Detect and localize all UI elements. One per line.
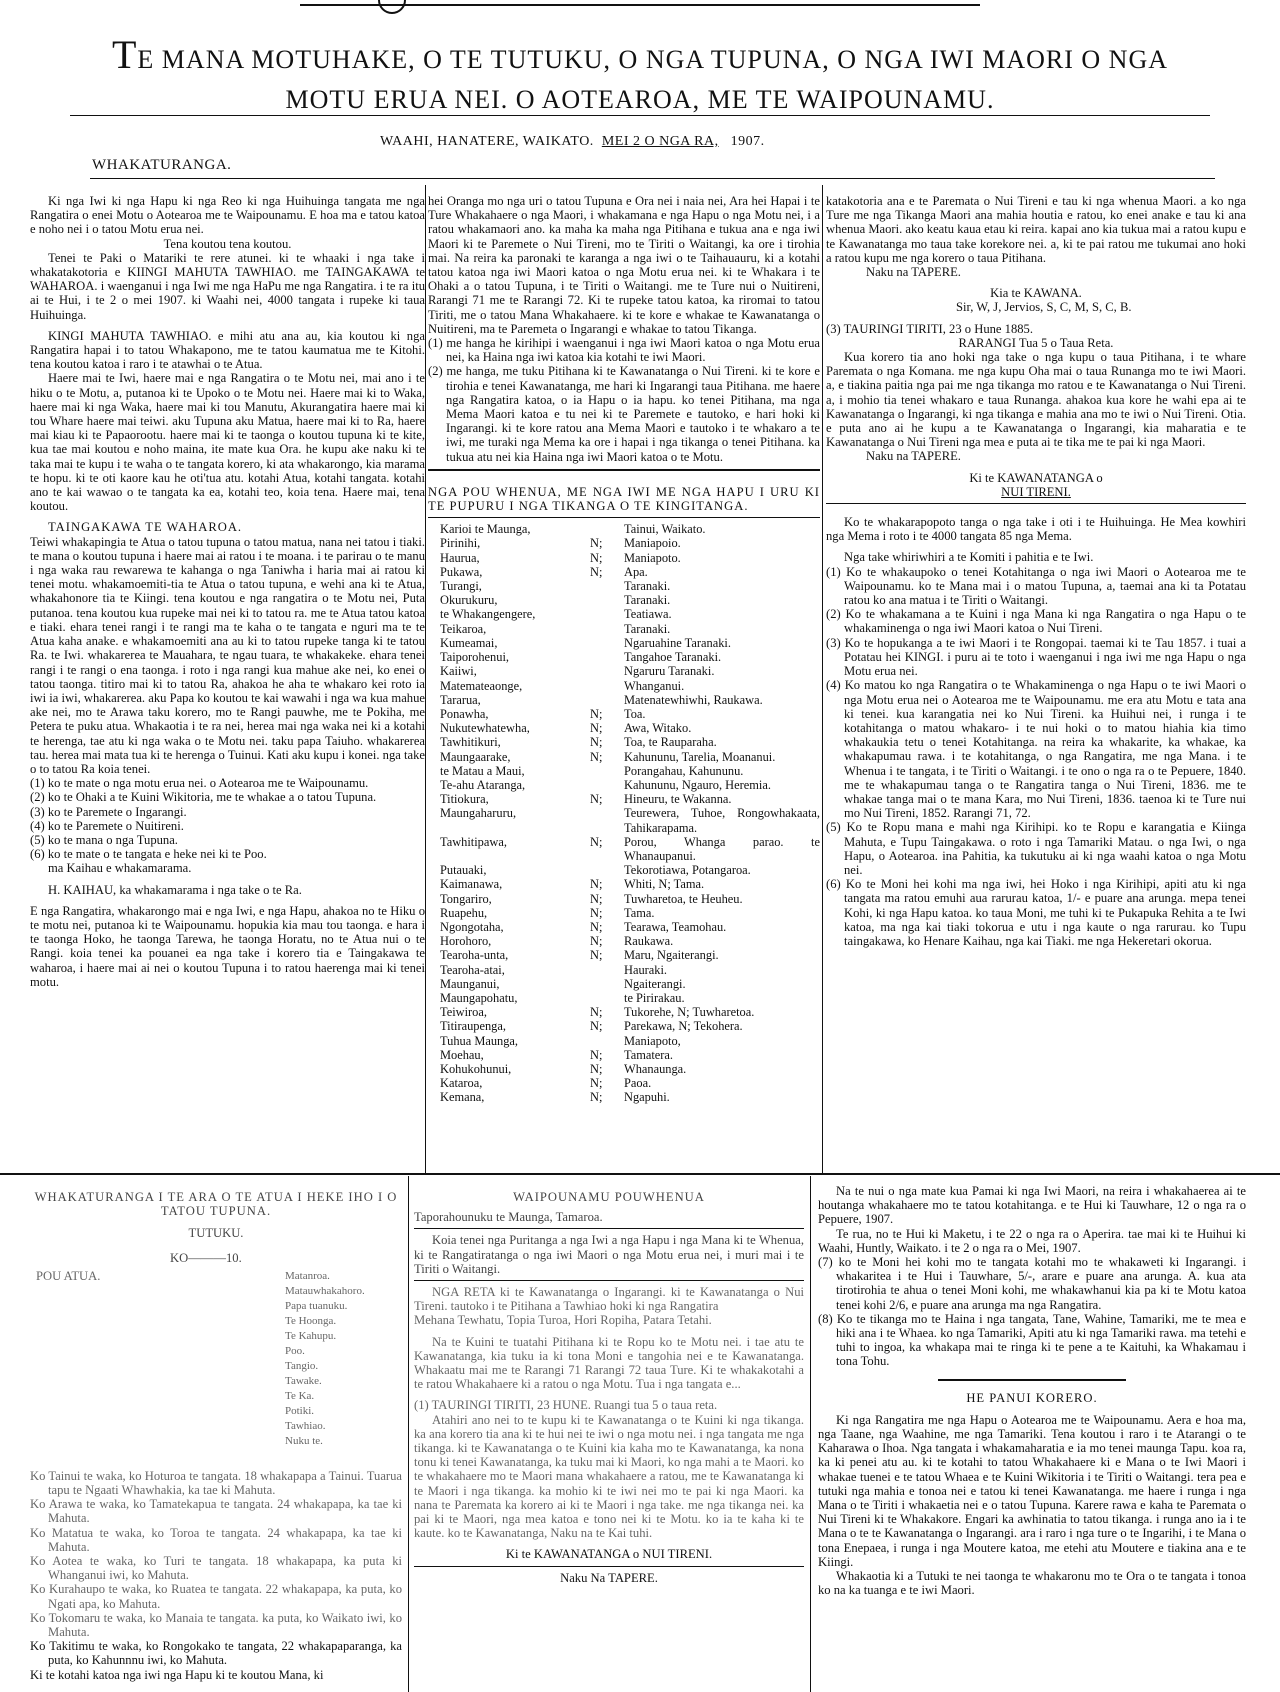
marker-cell bbox=[590, 679, 624, 693]
tribe-cell: Tearawa, Teamohau. bbox=[624, 919, 727, 934]
marker-cell: N; bbox=[590, 948, 603, 963]
tribe-cell: Teurewera, Tuhoe, Rongowhakaata, Tahikarapama. bbox=[624, 806, 820, 835]
marker-cell: N; bbox=[590, 1019, 603, 1034]
table-row bbox=[428, 536, 820, 550]
table-row bbox=[428, 991, 820, 1005]
rule bbox=[938, 1379, 1126, 1381]
tribe-cell: Porou, Whanga parao. te Whanaupanui. bbox=[624, 834, 820, 863]
column-rule bbox=[822, 185, 823, 1175]
marker-cell: N; bbox=[590, 1061, 603, 1076]
tribe-cell: Matenatewhiwhi, Raukawa. bbox=[624, 692, 763, 707]
table-row bbox=[428, 650, 820, 664]
place-cell: Ponawha, bbox=[440, 706, 489, 721]
tribe-cell: Toa. bbox=[624, 706, 646, 721]
table-row bbox=[428, 934, 820, 948]
tribe-cell: Kahununu, Tarelia, Moananui. bbox=[624, 749, 776, 764]
place-cell: Haurua, bbox=[440, 550, 480, 565]
table-row bbox=[428, 1062, 820, 1076]
marker-cell: N; bbox=[590, 792, 603, 807]
column-rule bbox=[425, 185, 426, 1175]
tribe-cell: Ngaruru Taranaki. bbox=[624, 664, 715, 679]
table-row bbox=[428, 906, 820, 920]
marker-cell bbox=[590, 593, 624, 607]
column-1: Ki nga Iwi ki nga Hapu ki nga Reo ki nga Huihuinga tangata me nga Rangatira o enei Motu o Aotearoa me te Waipounamu. E hoa ma e tatou katoa e noho nei i o tatou Motu erua nei. Tena koutou tena koutou. Tenei te Paki o Matariki te rere atunei. ki te whaaki i nga take i whakatakotoria e KIINGI MAHUTA TAWHIAO. me TAINGAKAWA te WAHAROA. i waenganui i nga Iwi me nga HaPu me nga Rangatira. i te ra itu ai te Hui, i te 2 o mei 1907. ki Waahi nei, 4000 tangata i rupeke ki taua Huihuinga. KINGI MAHUTA TAWHIAO. e mihi atu ana au, kia koutou ki nga Rangatira hapai i to tatou Whakapono, me te tatou kaumatua me te Kitohi. tena koutou katoa i raro i te atawhai o te Atua. Haere mai te Iwi, haere mai e nga Rangatira o te Motu nei, mai ano i te hiku o te Motu, a, putanoa ki te Upoko o te Motu nei. Haere mai ki to Waka, haere mai ki nga Waka, haere mai ki tou Manutu, Akurangatira haere mai ki tou Whare haere mai teiwi. aku Tupuna aku Matua, haere mai ki to Ra, haere mai kiau ki te Papaorootu. haere mai ki te taonga o koutou tupuna ki te kite, kua tae mai koutou e noho maina, ite mate kua Ora. he kupu ake naku ki te taka mai te kupu i te waha o te tangata korero, ki ata whakarongo, kia marama te hopu. ki te oti kaore kau he oti'tua atu. kotahi Atua, kotahi tangata. kotahi ano te kai wawao o te tangata ka ea, kotahi teo, koia tena. Haere mai, tena koutou. TAINGAKAWA TE WAHAROA. Teiwi whakapingia te Atua o tatou tupuna o tatou matua, nana nei tatou i tiaki. te mana o koutou tupuna i haere mai ai ratou i te moana. i te parirau o te manu i nga waka rau rewarewa te kahanga o nga Taniwha i haria mai ai ratou ki tenei motu. whakamoemiti-tia te Atua o tatou tupuna, e wehi ana ki te Atua, whakahonore tia te Kiingi. tena koutou e nga rangatira o te Motu nei, Puta putanoa. tena koutou kua rupeke mai nei ki to tatou ra. me te Atua tatou katoa e tiaki. ehara tenei rangi i te rangi ma te kaha o te tangata e nguri ma te te Atua kaha anake. e whakamoemiti ana au ki to tatou rupeke tanga ki te tatou Ra. te Iwi. whakarerea te Mauahara, te ngau tuara, te whakakeke. ehara tenei rangi i te rangi o ena taonga. i roto i nga rangi kua mahue ake nei, ko enei o tatou taonga. titiro mai ki to tatou Ra, ahakoa he aha te whakaro kei roto ia iwi ia iwi, whakarerea. aku Papa ko koutou te kai wawahi i nga wa kua mahue ake nei, mo te Arawa taku korero, mo te Rangi pauwhe, me te Pokiha, me Petera te puku atua. Whakaotia i te ra nei, herea mai nga waka nei ki a kotahi te herenga, tae atu ki nga waka o te Motu nei. taku papa Taiuho. whakarerea tau. herea mai mata tua ki te herenga o Tuinui. Kati aku kupu i konei. nga take o to tatou Ra koia tenei. (1) ko te mate o nga motu erua nei. o Aotearoa me te Waipounamu. (2) ko te Ohaki a te Kuini Wikitoria, me te whakae a o tatou Tupuna. (3) ko te Paremete o Ingarangi. (4) ko te Paremete o Nuitireni. (5) ko te mana o nga Tupuna. (6) ko te mate o te tangata e heke nei ki te Poo. ma Kaihau e whakamarama. H. KAIHAU, ka whakamarama i nga take o te Ra. E nga Rangatira, whakarongo mai e nga Iwi, e nga Hapu, ahakoa no te Hiku o te motu nei, putanoa ki te Waipounamu. hopukia kia mau tou taonga. e hara i te taonga Hoko, he taonga Tarewa, he taonga Horatu, no te Atua nui o te Rangi. koia tenei ka pouanei ea nga take i korero tia e Taingakawa te waharoa, i haere mai ai nei o koutou Tupuna i to ratou haerenga mai ki tenei motu. bbox=[30, 194, 425, 989]
table-row bbox=[428, 1048, 820, 1062]
place-cell: Maungapohatu, bbox=[440, 990, 518, 1005]
tribe-cell: Tuwharetoa, te Heuheu. bbox=[624, 891, 743, 906]
marker-cell: N; bbox=[590, 919, 603, 934]
place-cell: Tearoha-unta, bbox=[440, 948, 509, 963]
table-row bbox=[428, 593, 820, 607]
tribe-cell: Ngaiterangi. bbox=[624, 976, 686, 991]
place-cell: Pirinihi, bbox=[440, 536, 481, 551]
tribe-cell: Taranaki. bbox=[624, 579, 671, 594]
marker-cell: N; bbox=[590, 877, 603, 892]
place-cell: Titiraupenga, bbox=[440, 1019, 506, 1034]
marker-cell bbox=[590, 1034, 624, 1048]
place-cell: Turangi, bbox=[440, 579, 482, 594]
table-row bbox=[428, 565, 820, 579]
column-rule bbox=[810, 1176, 811, 1692]
table-row bbox=[428, 1005, 820, 1019]
tribe-cell: Hineuru, te Wakanna. bbox=[624, 792, 732, 807]
place-cell: Moehau, bbox=[440, 1047, 484, 1062]
rule bbox=[428, 517, 820, 518]
pou-atua-list: POU ATUA. Matanroa. Matauwhakahoro. Papa tuanuku. Te Hoonga. Te Kahupu. Poo. Tangio. Tawake. Te Ka. Potiki. Tawhiao. Nuku te. bbox=[36, 1268, 365, 1447]
table-row bbox=[428, 948, 820, 962]
table-title: NGA POU WHENUA, ME NGA IWI ME NGA HAPU I URU KI TE PUPURU I NGA TIKANGA O TE KINGITANGA. bbox=[428, 484, 820, 514]
place-cell: Putauaki, bbox=[440, 863, 487, 878]
tribe-cell: Toa, te Rauparaha. bbox=[624, 735, 717, 750]
table-row bbox=[428, 806, 820, 834]
marker-cell bbox=[590, 693, 624, 707]
table-row bbox=[428, 664, 820, 678]
masthead-rule bbox=[70, 115, 1210, 116]
table-row bbox=[428, 778, 820, 792]
place-cell: Karioi te Maunga, bbox=[440, 522, 531, 537]
table-row bbox=[428, 679, 820, 693]
marker-cell bbox=[590, 650, 624, 664]
tribe-cell: Taranaki. bbox=[624, 621, 671, 636]
rule bbox=[414, 1228, 804, 1229]
subheading: TAINGAKAWA TE WAHAROA. bbox=[48, 520, 243, 535]
marker-cell: N; bbox=[590, 735, 603, 750]
tribe-cell: Apa. bbox=[624, 564, 648, 579]
marker-cell: N; bbox=[590, 721, 603, 736]
marker-cell bbox=[590, 778, 624, 792]
tribe-cell: Tama. bbox=[624, 905, 655, 920]
tribe-cell: Whanganui. bbox=[624, 678, 685, 693]
table-row bbox=[428, 579, 820, 593]
table-row bbox=[428, 863, 820, 877]
marker-cell: N; bbox=[590, 1005, 603, 1020]
place-cell: Teiwiroa, bbox=[440, 1005, 487, 1020]
place-cell: Maungaharuru, bbox=[440, 806, 517, 821]
column-2: hei Oranga mo nga uri o tatou Tupuna e Ora nei i naia nei, Ara hei Hapai i te Ture Whakahaere o nga Maori, i whakamana e nga Hapu o nga Motu nei, i a ratou whakamaori ano. ka maha ka maha nga Pitihana e tukua ana e nga iwi Maori ki te Paremete o Nui Tireni, mo te Tiriti o Waitangi, ka ore i tirohia mai. Na reira ka paronaki te karanga a nga iwi o te Taihauauru, ki a kotahi tatou katoa nga iwi Maori katoa o nga Motu erua nei. ki te Whakara i te Ohaki a o tatou Tupuna, i te Tiriti o Waitangi. me te Ture nui o Nuitireni, Rarangi 71 me te Rarangi 72. Ki te rupeke tatou katoa, ka riromai to tatou Tiriti, me o tatou Mana Whakahaere. ki te kore e whakae te Kawanatanga o Nuitireni, ma te Paremeta o Ingarangi e whakae to tatou Tikanga. (1) me hanga he kirihipi i waenganui i nga iwi Maori katoa o nga Motu erua nei, ka Haina nga iwi katoa kia kotahi te iwi Maori. (2) me hanga, me tuku Pitihana ki te Kawanatanga o Nui Tireni. ki te kore e tirohia e tenei Kawanatanga, me hari ki Ingarangi taua Pitihana. me haere nga Rangatira katoa, o ia Hapu o ia hapu. ko tenei Pitihana, ma nga Mema Maori katoa e tu nei ki te Paremete e tautoko, e hari hoki ki Ingarangi. ki te kore ratou ana Mema Maori e tautoko i te whakaro a te iwi, me turaki nga Mema ka ore i hapai i nga tikanga o tenei Pitihana. ka tukua atu nei kia Haina nga iwi Maori katoa o te Motu. NGA POU WHENUA, ME NGA IWI ME NGA HAPU I URU KI TE PUPURU I NGA TIKANGA O TE KINGITANGA. Karioi te Maunga, Tainui, Waikato. Pirinihi, N; Maniapoio. Haurua, N; Maniapoto. Pukawa, N; Apa. Turangi, Taranaki. Okurukuru, Taranaki. te Whakangengere, Teatiawa. Teikaroa, Taranaki. Kumeamai, Ngaruahine Taranaki. Taiporohenui, Tangahoe Taranaki. Kaiiwi, Ngaruru Taranaki. Matemateaonge, Whanganui. Tararua, Matenatewhiwhi, Raukawa. Ponawha, N; Toa. Nukutewhatewha, N; Awa, Witako. Tawhitikuri, N; Toa, te Rauparaha. Maungaarake, N; Kahununu, Tarelia, Moananui. te Matau a Maui, Porangahau, Kahununu. Te-ahu Ataranga, Kahununu, Ngauro, Heremia. Titiokura, N; Hineuru, te Wakanna. Maungaharuru, Teurewera, Tuhoe, Rongowhakaata, Tahikarapama. Tawhitipawa, N; Porou, Whanga parao. te Whanaupanui. Putauaki, Tekorotiawa, Potangaroa. Kaimanawa, N; Whiti, N; Tama. Tongariro, N; Tuwharetoa, te Heuheu. Ruapehu, N; Tama. Ngongotaha, N; Tearawa, Teamohau. Horohoro, N; Raukawa. Tearoha-unta, N; Maru, Ngaiterangi. Tearoha-atai, Hauraki. Maunganui, Ngaiterangi. Maungapohatu, te Pirirakau. Teiwiroa, N; Tukorehe, N; Tuwharetoa. Titiraupenga, N; Parekawa, N; Tekohera. Tuhua Maunga, Maniapoto, Moehau, N; Tamatera. Kohukohunui, N; Whanaunga. Kataroa, N; Paoa. Kemana, N; Ngapuhi. bbox=[428, 194, 820, 1105]
place-cell: Kataroa, bbox=[440, 1076, 483, 1091]
table-row bbox=[428, 551, 820, 565]
tribe-cell: Taranaki. bbox=[624, 593, 671, 608]
table-row bbox=[428, 835, 820, 863]
marker-cell bbox=[590, 636, 624, 650]
place-cell: Horohoro, bbox=[440, 934, 492, 949]
tribe-cell: Paoa. bbox=[624, 1076, 652, 1091]
masthead-line-2: MOTU ERUA NEI. O AOTEAROA, ME TE WAIPOUNAMU. bbox=[285, 85, 995, 114]
marker-cell bbox=[590, 664, 624, 678]
tribe-cell: Maniapoio. bbox=[624, 536, 681, 551]
table-row bbox=[428, 693, 820, 707]
tribe-cell: Awa, Witako. bbox=[624, 721, 692, 736]
place-cell: Tongariro, bbox=[440, 891, 492, 906]
drop-cap: T bbox=[111, 32, 138, 77]
table-row bbox=[428, 707, 820, 721]
marker-cell: N; bbox=[590, 934, 603, 949]
table-row bbox=[428, 892, 820, 906]
place-cell: Ngongotaha, bbox=[440, 919, 504, 934]
table-row bbox=[428, 764, 820, 778]
marker-cell bbox=[590, 963, 624, 977]
lower-column-1: WHAKATURANGA I TE ARA O TE ATUA I HEKE IHO I O TATOU TUPUNA. TUTUKU. KO———10. POU ATUA. Matanroa. Matauwhakahoro. Papa tuanuku. Te Hoonga. Te Kahupu. Poo. Tangio. Tawake. Te Ka. Potiki. Tawhiao. Nuku te. Ko Tainui te waka, ko Hoturoa te tangata. 18 whakapapa a Tainui. Tuarua tapu te Ngaati Whawhakia, ka tae ki Mahuta. Ko Arawa te waka, ko Tamatekapua te tangata. 24 whakapapa, ka tae ki Mahuta. Ko Matatua te waka, ko Toroa te tangata. 24 whakapapa, ka tae ki Mahuta. Ko Aotea te waka, ko Turi te tangata. 18 whakapapa, ka puta ki Whanganui iwi, ko Mahuta. Ko Kurahaupo te waka, ko Ruatea te tangata. 22 whakapapa, ka puta, ko Ngati apa, ko Mahuta. Ko Tokomaru te waka, ko Manaia te tangata. ka puta, ko Waikato iwi, ko Mahuta. Ko Takitimu te waka, ko Rongokako te tangata, 22 whakapaparanga, ka puta, ko Kahunnnu iwi, ko Mahuta. Ki te kotahi katoa nga iwi nga Hapu ki te koutou Mana, ki bbox=[30, 1190, 402, 1682]
masthead-top bbox=[0, 0, 1280, 16]
marker-cell: N; bbox=[590, 905, 603, 920]
table-row bbox=[428, 622, 820, 636]
crest-emblem-icon bbox=[378, 0, 406, 14]
place-cell: te Matau a Maui, bbox=[440, 763, 525, 778]
table-row bbox=[428, 750, 820, 764]
marker-cell: N; bbox=[590, 706, 603, 721]
place-cell: te Whakangengere, bbox=[440, 607, 536, 622]
place-cell: Kaiiwi, bbox=[440, 664, 477, 679]
marker-cell: N; bbox=[590, 749, 603, 764]
place-cell: Matemateaonge, bbox=[440, 678, 523, 693]
place-cell: Pukawa, bbox=[440, 564, 483, 579]
rule bbox=[826, 503, 1246, 504]
place-cell: Kohukohunui, bbox=[440, 1061, 512, 1076]
marker-cell bbox=[590, 622, 624, 636]
place-cell: Kemana, bbox=[440, 1090, 485, 1105]
place-cell: Nukutewhatewha, bbox=[440, 721, 530, 736]
place-cell: Tawhitipawa, bbox=[440, 834, 507, 849]
marker-cell: N; bbox=[590, 564, 603, 579]
marker-cell bbox=[590, 991, 624, 1005]
table-row bbox=[428, 735, 820, 749]
table-row bbox=[428, 920, 820, 934]
marker-cell bbox=[590, 863, 624, 877]
marker-cell: N; bbox=[590, 891, 603, 906]
tribe-cell: Raukawa. bbox=[624, 934, 674, 949]
tribe-cell: Ngapuhi. bbox=[624, 1090, 670, 1105]
table-row bbox=[428, 1076, 820, 1090]
table-row bbox=[428, 721, 820, 735]
marker-cell: N; bbox=[590, 550, 603, 565]
place-cell: Tearoha-atai, bbox=[440, 962, 505, 977]
place-cell: Tawhitikuri, bbox=[440, 735, 501, 750]
tribe-cell: Porangahau, Kahununu. bbox=[624, 763, 744, 778]
tribe-cell: Whiti, N; Tama. bbox=[624, 877, 705, 892]
rule bbox=[414, 1280, 804, 1281]
marker-cell: N; bbox=[590, 834, 603, 849]
table-row bbox=[428, 977, 820, 991]
marker-cell: N; bbox=[590, 1090, 603, 1105]
tribe-cell: Kahununu, Ngauro, Heremia. bbox=[624, 777, 771, 792]
section-rule bbox=[90, 178, 1215, 179]
column-rule bbox=[408, 1176, 409, 1692]
pou-whenua-table bbox=[428, 522, 820, 1104]
place-cell: Kumeamai, bbox=[440, 635, 498, 650]
tribe-cell: Ngaruahine Taranaki. bbox=[624, 635, 731, 650]
fold-rule bbox=[0, 1173, 1280, 1175]
table-row bbox=[428, 636, 820, 650]
tribe-cell: te Pirirakau. bbox=[624, 990, 685, 1005]
marker-cell bbox=[590, 579, 624, 593]
place-cell: Titiokura, bbox=[440, 792, 489, 807]
tribe-cell: Tangahoe Taranaki. bbox=[624, 650, 722, 665]
marker-cell bbox=[590, 607, 624, 621]
marker-cell bbox=[590, 522, 624, 536]
marker-cell bbox=[590, 806, 624, 834]
table-row bbox=[428, 1090, 820, 1104]
tribe-cell: Hauraki. bbox=[624, 962, 668, 977]
marker-cell: N; bbox=[590, 1047, 603, 1062]
names-list: Matanroa. Matauwhakahoro. Papa tuanuku. Te Hoonga. Te Kahupu. Poo. Tangio. Tawake. Te Ka. Potiki. Tawhiao. Nuku te. bbox=[285, 1269, 365, 1447]
table-row bbox=[428, 1019, 820, 1033]
tribe-cell: Maniapoto. bbox=[624, 550, 681, 565]
place-cell: Maungaarake, bbox=[440, 749, 511, 764]
place-cell: Maunganui, bbox=[440, 976, 500, 991]
table-row bbox=[428, 522, 820, 536]
place-cell: Ruapehu, bbox=[440, 905, 488, 920]
lower-column-3: Na te nui o nga mate kua Pamai ki nga Iwi Maori, na reira i whakahaerea ai te houtanga whakahaere mo te tatou kotahitanga. e te Hui ki Tauwhare, 12 o nga ra o Pepuere, 1907. Te rua, no te Hui ki Maketu, i te 22 o nga ra o Aperira. tae mai ki te Huihui ki Waahi, Huntly, Waikato. i te 2 o nga ra o Mei, 1907. (7) ko te Moni hei kohi mo te tangata kotahi mo te whakaweti ki Ingarangi. i whakaritea i te Hui i Tauwhare, 5/-, arare e puare ana arunga. A. kua ata tirotirohia te ahua o tenei Moni kohi, me whakawhanui kia pa ki te Motu katoa tenei kohi 2/6, e puare ana arunga ma nga Rangatira. (8) Ko te tikanga mo te Haina i nga tangata, Tane, Wahine, Tamariki, me te mea e hiki ana i te Whaea. ko nga Tamariki, Apiti atu ki nga Tamariki rawa. ma tetehi e tuhi to ingoa, ka whakapa mai te ringa ki te pene a te Kaituhi, ka Whakamau i tona Tohu. HE PANUI KORERO. Ki nga Rangatira me nga Hapu o Aotearoa me te Waipounamu. Aera e hoa ma, nga Taane, nga Waahine, me nga Tamariki. Tena koutou i raro i te Atarangi o te Kaharawa o Ihoa. Nga tangata i whakamaharatia e ia mo tenei maunga Tapu. koa ra, ka ki penei atu au. ki te kotahi to tatou Whakahaere ki e Mana o te Iwi Maori i whakae tuenei e te tatou Whaea e te Kuini Wikitoria i te Tiriti o Waitangi. tera pea e tutuki nga mahia e tonoa nei e tatou ki tenei Kawanatanga. me haere i runga i nga Mana o te Tiriti i whakaetia nei e o tatou Tupuna. Karere rawa e kaha te Paremata o Nui Tireni ki te Whakakore. Engari ka awhinatia to tatou tikanga. i runga ano ia i te Mana o te te Kawanatanga o Ingarangi. ara i raro i nga ture o te Ingarihi, i te Mana o tona Enepaea, i runga i nga Moutere katoa, me etehi atu Moutere e tiakina ana e te Kiingi. Whakaotia ki a Tutuki te nei taonga te whakaronu mo te Ora o te tangata i tonoa ko na ka tuanga e te iwi Maori. bbox=[818, 1184, 1246, 1598]
table-row bbox=[428, 607, 820, 621]
place-cell: Okurukuru, bbox=[440, 593, 498, 608]
tribe-cell: Whanaunga. bbox=[624, 1061, 687, 1076]
lower-column-2: WAIPOUNAMU POUWHENUA Taporahounuku te Maunga, Tamaroa. Koia tenei nga Puritanga a nga Iwi a nga Hapu i nga Mana ki te Whenua, ki te Rangatiratanga o nga iwi Maori o nga Motu erua nei, i muri mai i te Tiriti o Waitangi. NGA RETA ki te Kawanatanga o Ingarangi. ki te Kawanatanga o Nui Tireni. tautoko i te Pitihana a Tawhiao hoki ki nga Rangatira Mehana Tewhatu, Topia Turoa, Hori Ropiha, Patara Tetahi. Na te Kuini te tuatahi Pitihana ki te Ropu ko te Motu nei. i tae atu te Kawanatanga, kia tuku ia ki tona Moni e tangohia nei e te Kawanatanga. Whakaatu mai me te Rarangi 71 Rarangi 72 taua Ture. Ki te whakakotahi a te ratou Whakahaere ki a ratou o nga Motu. Tua i nga tangata e... (1) TAURINGI TIRITI, 23 HUNE. Ruangi tua 5 o taua reta. Atahiri ano nei to te kupu ki te Kawanatanga o te Kuini ki nga tikanga. ka ana korero tia ana ki te hui nei te iwi o nga motu nei. i nga tangata me nga tikanga. ki te Kawanatanga o te Kuini kia kaha mo te Kawanatanga, ka nona tonu ki tenei Kawanatanga, ka tuku mai ki Maori, ko nga mahi a te Maori. ko te whakahaere mo te Maori mana whakahaere a ratou, me te Kawanatanga ki te Maori i nga tikanga. ka mohio ki te iwi nei mo te pai ki nga Maori. ka nana te Paremata ka korero ai ki te Maori i nga take. me nga tikanga nei. ka pai ki te Maori, nga mea katoa e tono nei ki te Motu. ko ia te kaha ki te kaute. ko te Kawanatanga, Naku na te Kai tuhi. Ki te KAWANATANGA o NUI TIRENI. Naku Na TAPERE. bbox=[414, 1190, 804, 1585]
place-cell: Teikaroa, bbox=[440, 621, 487, 636]
tribe-cell: Tukorehe, N; Tuwharetoa. bbox=[624, 1005, 755, 1020]
masthead-line-1: TE MANA MOTUHAKE, O TE TUTUKU, O NGA TUPUNA, O NGA IWI MAORI O NGA bbox=[111, 32, 1169, 77]
tribe-cell: Maniapoto, bbox=[624, 1033, 681, 1048]
table-row bbox=[428, 877, 820, 891]
tribe-cell: Tekorotiawa, Potangaroa. bbox=[624, 863, 751, 878]
tribe-cell: Parekawa, N; Tekohera. bbox=[624, 1019, 743, 1034]
marker-cell: N; bbox=[590, 1076, 603, 1091]
place-cell: Tuhua Maunga, bbox=[440, 1033, 519, 1048]
tribe-cell: Maru, Ngaiterangi. bbox=[624, 948, 719, 963]
column-3: katakotoria ana e te Paremata o Nui Tireni e tau ki nga whenua Maori. a ko nga Ture me nga Tikanga Maori ana mahia houtia e ratou, ko enei anake e tau ki ana whenua Maori. ako keatu kaua etau ki reira. kapai ano kia tukua mai a ratou kupu e te Kawanatanga mo taua take korekore nei. a, ki te pai ratou me tukumai ano hoki a ratou kupu me nga korero o taua Pitihana. Naku na TAPERE. Kia te KAWANA. Sir, W, J, Jervios, S, C, M, S, C, B. (3) TAURINGI TIRITI, 23 o Hune 1885. RARANGI Tua 5 o Taua Reta. Kua korero tia ano hoki nga take o nga kupu o taua Pitihana, i te whare Paremata o nga Komana. me nga kupu Oha mai o taua Runanga mo te iwi Maori. a, e tiakina paitia nga pai me nga tikanga mo ratou e te Kawanatanga o Nui Tireni. a, i mohio tia tenei whakaro e taua Runanga. ahakoa kua kore he wahi epa ai te Kawanatanga o Ingarangi, ki nga tikanga e mahia ana mo te iwi o Nui Tireni. Otia. e puta ano ai he kupu a te Kawanatanga o Ingarangi, kia maharatia e te Kawanatanga o Nui Tireni nga mea e puta ai te tika me te pai ki nga Maori. Naku na TAPERE. Ki te KAWANATANGA o NUI TIRENI. Ko te whakarapopoto tanga o nga take i oti i te Huihuinga. He Mea kowhiri nga Mema i roto i te 4000 tangata 85 nga Mema. Nga take whiriwhiri a te Komiti i pahitia e te Iwi. (1) Ko te whakaupoko o tenei Kotahitanga o nga iwi Maori o Aotearoa me te Waipounamu. ko te Mana mai i o matou Tupuna, a, taemai ana ki ta Potatau ratou ko ana matua i te Tiriti o Waitangi. (2) Ko te whakamana a te Kuini i nga Mana ki nga Rangatira o nga Hapu o te whakaminenga o nga iwi Maori katoa o Nui Tireni. (3) Ko te hopukanga a te iwi Maori i te Rongopai. taemai ki te Tau 1857. i tuai a Potatau hei KINGI. i puru ai te toto i waenganui i nga iwi me nga Hapu o nga Motu erua nei. (4) Ko matou ko nga Rangatira o te Whakaminenga o nga Hapu o te iwi Maori o nga Motu erua nei o Aotearoa me te Waipounamu. me era atu Motu e tata ana ki tenei. kua karangatia nei ko Nui Tireni. ka Huihui nei, i runga i te kotahitanga o matou whakaro- i te nui hoki o to matou hiahia kia timo whakaukia tetu o tenei Kotahitanga. na reira ka whakarite, ka whakae, ka whakapumau rawa. i te kotahitanga, o nga Rangatira, me nga Mana. i te Whenua i te tangata, i te Tiriti o Waitangi. i te ono o nga ra o te Pepuere, 1840. me te whakapumau tanga o te Rangatira tanga o Nui Tireni, 1836. me te whakae tanga mai o te mana Kara, mo Nui Tireni, 1836. taenoa ki te Ture nui mo Nui Tireni, 1852. Rarangi 71, 72. (5) Ko te Ropu mana e mahi nga Kirihipi. ko te Ropu e karangatia e Kiinga Mahuta, e Tupu Taingakawa. o roto i nga Tamariki Matau. o nga Iwi, o nga Hapu, o Aotearoa. ina Pahitia, ka tukutuku ai ki nga waahi katoa o nga Motu nei. (6) Ko te Moni hei kohi ma nga iwi, hei Hoko i nga Kirihipi, apiti atu ki nga tangata ma ratou emuhi aua rarurau katoa, 1/- e puare ana arunga. mepa tenei Kohi, ki nga Hapu katoa. ko taua Moni, me tuhi ki te Pukapuka Rehita a te Iwi katoa, ma nga kai tiaki tokorua e utu i nga kaute o nga rarurau. ko Tupu taingakawa, ko Henare Kaihau, nga kai Tiaki. me nga Hekeretari okorua. bbox=[826, 194, 1246, 948]
masthead bbox=[70, 32, 1210, 117]
marker-cell bbox=[590, 764, 624, 778]
tribe-cell: Tamatera. bbox=[624, 1047, 674, 1062]
marker-cell: N; bbox=[590, 536, 603, 551]
marker-cell bbox=[590, 977, 624, 991]
tribe-cell: Tainui, Waikato. bbox=[624, 522, 706, 537]
table-row bbox=[428, 792, 820, 806]
rule bbox=[414, 1566, 804, 1567]
place-cell: Kaimanawa, bbox=[440, 877, 503, 892]
table-row bbox=[428, 963, 820, 977]
place-cell: Tararua, bbox=[440, 692, 481, 707]
tribe-cell: Teatiawa. bbox=[624, 607, 672, 622]
table-row bbox=[428, 1034, 820, 1048]
place-cell: Te-ahu Ataranga, bbox=[440, 777, 526, 792]
dateline: WAAHI, HANATERE, WAIKATO. MEI 2 O NGA RA, 1907. bbox=[380, 134, 765, 149]
place-cell: Taiporohenui, bbox=[440, 650, 509, 665]
rule bbox=[428, 469, 820, 471]
section-title: WHAKATURANGA. bbox=[92, 157, 232, 173]
